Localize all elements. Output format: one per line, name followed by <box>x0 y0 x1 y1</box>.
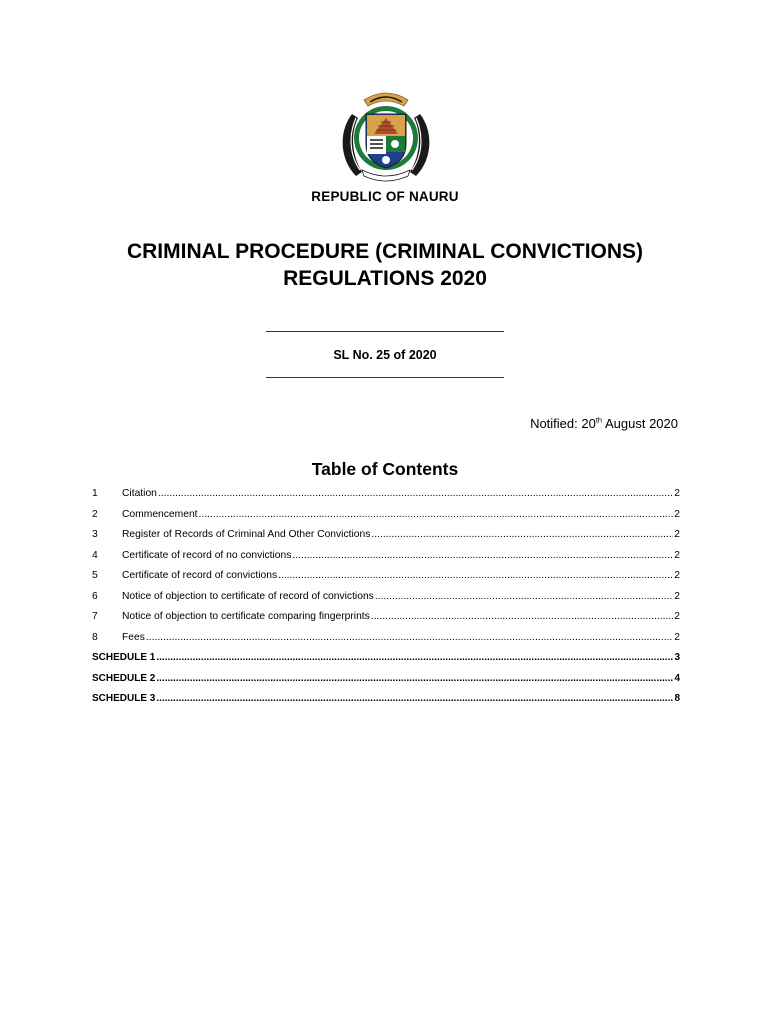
notified-prefix: Notified: 20 <box>530 416 596 431</box>
toc-entry-page: 2 <box>674 549 680 561</box>
toc-entry-label: Certificate of record of convictions <box>122 570 278 581</box>
bottom-divider <box>266 377 504 378</box>
toc-entry-number: 8 <box>92 631 98 643</box>
toc-schedule-label: SCHEDULE 3 <box>92 693 156 704</box>
dot-leader <box>371 611 673 622</box>
toc-schedule-page: 8 <box>674 693 680 704</box>
title-line-2: REGULATIONS 2020 <box>283 267 487 290</box>
dot-leader <box>156 652 673 663</box>
toc-entry-page: 2 <box>674 488 680 499</box>
toc-entry-page: 2 <box>674 570 680 581</box>
toc-entry-label: Register of Records of Criminal And Other Convictions <box>122 529 371 540</box>
toc-entry-label: Fees <box>122 631 145 643</box>
toc-entry[interactable] <box>92 509 680 530</box>
toc-schedule-page: 4 <box>674 672 680 684</box>
toc-entry[interactable] <box>92 632 680 653</box>
toc-entry-page: 2 <box>674 508 680 520</box>
toc-entry-page: 2 <box>674 590 680 602</box>
toc-schedule-entry[interactable] <box>92 693 680 714</box>
dot-leader <box>371 529 673 540</box>
toc-schedule-label: SCHEDULE 1 <box>92 652 156 663</box>
toc-entry-number: 4 <box>92 549 98 561</box>
toc-entry-number: 6 <box>92 590 98 602</box>
dot-leader <box>158 488 673 499</box>
toc-entry-number: 2 <box>92 508 98 520</box>
toc-entry[interactable] <box>92 611 680 632</box>
notified-suffix: August 2020 <box>602 416 678 431</box>
document-title <box>40 238 730 292</box>
toc-entry-number: 1 <box>92 488 98 499</box>
dot-leader <box>375 591 673 602</box>
table-of-contents <box>92 488 680 714</box>
notified-date <box>530 416 678 431</box>
toc-entry-label: Notice of objection to certificate comparing fingerprints <box>122 611 370 622</box>
dot-leader <box>156 693 673 704</box>
toc-entry[interactable] <box>92 591 680 612</box>
toc-entry-number: 7 <box>92 611 98 622</box>
toc-entry-number: 5 <box>92 570 98 581</box>
dot-leader <box>292 550 673 561</box>
dot-leader <box>146 632 673 643</box>
toc-entry-label: Notice of objection to certificate of record of convictions <box>122 590 374 602</box>
dot-leader <box>278 570 673 581</box>
coat-of-arms-icon <box>334 84 438 188</box>
toc-entry-label: Certificate of record of no convictions <box>122 549 292 561</box>
toc-entry[interactable] <box>92 529 680 550</box>
top-divider <box>266 331 504 332</box>
toc-entry-number: 3 <box>92 529 98 540</box>
toc-entry[interactable] <box>92 570 680 591</box>
toc-entry[interactable] <box>92 550 680 571</box>
country-name: REPUBLIC OF NAURU <box>311 189 459 204</box>
toc-heading: Table of Contents <box>311 459 459 479</box>
notified-ordinal: th <box>595 415 603 425</box>
toc-schedule-entry[interactable] <box>92 652 680 673</box>
toc-schedule-entry[interactable] <box>92 673 680 694</box>
toc-entry-page: 2 <box>674 529 680 540</box>
toc-entry-page: 2 <box>674 611 680 622</box>
toc-schedule-page: 3 <box>674 652 680 663</box>
sl-number: SL No. 25 of 2020 <box>333 348 437 362</box>
dot-leader <box>156 673 673 684</box>
toc-entry-page: 2 <box>674 631 680 643</box>
toc-schedule-label: SCHEDULE 2 <box>92 672 156 684</box>
title-line-1: CRIMINAL PROCEDURE (CRIMINAL CONVICTIONS) <box>126 240 644 263</box>
toc-entry-label: Citation <box>122 488 157 499</box>
toc-entry-label: Commencement <box>122 508 198 520</box>
toc-entry[interactable] <box>92 488 680 509</box>
dot-leader <box>199 509 674 520</box>
